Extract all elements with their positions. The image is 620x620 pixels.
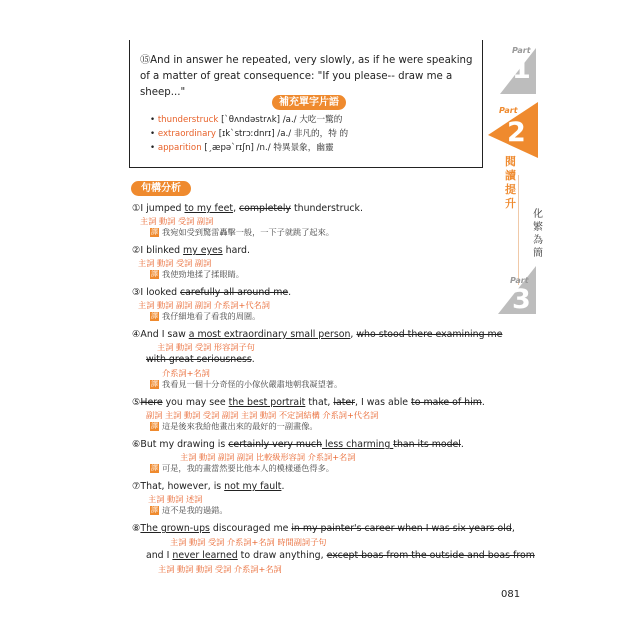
vocab-word: extraordinary [157, 129, 217, 139]
sentence-4-roles: 主詞 動詞 受詞 形容詞子句 [157, 342, 255, 352]
vocab-word: thunderstruck [157, 115, 219, 125]
sentence-8: ⑧The grown-ups discouraged me in my painter's career when I was six years old, [132, 523, 515, 534]
sentence-6: ⑥But my drawing is certainly very much less charming than its model. [132, 439, 464, 450]
vocab-meaning: 非凡的，特 的 [293, 129, 349, 139]
vocab-pos: /n./ [256, 143, 271, 153]
vocab-pos: /a./ [282, 115, 297, 125]
sentence-6-roles: 主詞 動詞 副詞 副詞 比較級形容詞 介系詞+名詞 [180, 452, 356, 462]
vocab-ipa: [ˏæpəˋrɪʃn] [204, 143, 254, 153]
quote-box [129, 40, 483, 168]
vocab-pos: /a./ [277, 129, 292, 139]
translation-mark: 譯 [151, 228, 158, 236]
section-tag: 句構分析 [131, 181, 191, 196]
vocab-item: • extraordinary [ɪkˋstrɔːdnrɪ] /a./ 非凡的，特 的 [150, 129, 349, 139]
sentence-5-translation: 譯 這是後來我給他畫出來的最好的一副畫像。 [151, 421, 318, 431]
sentence-number: ① [132, 203, 141, 214]
vocab-word: apparition [157, 143, 202, 153]
sentence-5-roles: 副詞 主詞 動詞 受詞 副詞 主詞 動詞 不定詞結構 介系詞+代名詞 [146, 410, 379, 420]
vocab-tag: 補充單字片語 [272, 95, 346, 110]
page-number: 081 [501, 589, 521, 600]
sentence-4-cont: with great seriousness. [146, 354, 255, 365]
sentence-1-roles: 主詞 動詞 受詞 副詞 [140, 216, 214, 226]
sentence-4-roles-2: 介系詞+名詞 [162, 368, 210, 378]
sentence-1: ①I jumped to my feet, completely thunderstruck. [132, 203, 363, 214]
sentence-1-translation: 譯 我宛如受到驚雷轟擊一般，一下子就跳了起來。 [151, 227, 334, 237]
sentence-3-translation: 譯 我仔細地看了看我的周圍。 [151, 311, 261, 321]
sentence-6-translation: 譯 可是，我的畫當然要比他本人的模樣遜色得多。 [151, 463, 334, 473]
part1-label: Part [512, 46, 531, 55]
sentence-7-translation: 譯 這不是我的過錯。 [151, 505, 228, 515]
sentence-2-translation: 譯 我使勁地揉了揉眼睛。 [151, 269, 244, 279]
vocab-meaning: 特異景象，幽靈 [273, 143, 334, 153]
part3-number: 3 [512, 284, 531, 315]
sentence-8-roles-2: 主詞 動詞 動詞 受詞 介系詞+名詞 [158, 564, 282, 574]
vocab-ipa: [ɪkˋstrɔːdnrɪ] [218, 129, 275, 139]
sentence-3: ③I looked carefully all around me. [132, 287, 292, 298]
side-subtitle: 化繁為簡 [533, 209, 543, 259]
sentence-2-roles: 主詞 動詞 受詞 副詞 [138, 258, 212, 268]
part2-label: Part [499, 106, 518, 115]
vocab-list [150, 113, 480, 155]
sentence-7-roles: 主詞 動詞 述詞 [148, 494, 203, 504]
sentence-7: ⑦That, however, is not my fault. [132, 481, 285, 492]
sentence-8-cont: and I never learned to draw anything, except boas from the outside and boas from [146, 550, 535, 561]
part1-number: 1 [512, 54, 531, 85]
sentence-4: ④And I saw a most extraordinary small person, who stood there examining me [132, 329, 503, 340]
vocab-item: • apparition [ˏæpəˋrɪʃn] /n./ 特異景象，幽靈 [150, 143, 334, 153]
vocab-meaning: 大吃一驚的 [299, 115, 343, 125]
sentence-2: ②I blinked my eyes hard. [132, 245, 250, 256]
part2-number: 2 [507, 117, 526, 148]
sentence-8-roles: 主詞 動詞 受詞 介系詞+名詞 時間副詞子句 [170, 537, 327, 547]
part3-label: Part [510, 276, 529, 285]
sentence-5: ⑤Here you may see the best portrait that, later, I was able to make of him. [132, 397, 485, 408]
sentence-4-translation: 譯 我看見一個十分奇怪的小傢伙嚴肅地朝我凝望著。 [151, 379, 343, 389]
vocab-ipa: [ˋθʌndəstrʌk] [221, 115, 281, 125]
vocab-item: • thunderstruck [ˋθʌndəstrʌk] /a./ 大吃一驚的 [150, 115, 343, 125]
sentence-3-roles: 主詞 動詞 副詞 副詞 介系詞+代名詞 [138, 300, 270, 310]
side-title: 閱讀提升 [505, 155, 516, 210]
quote-paragraph: ⑮And in answer he repeated, very slowly, as if he were speaking of a matter of great consequence: "If you please-- draw me a sheep..." [140, 55, 473, 98]
